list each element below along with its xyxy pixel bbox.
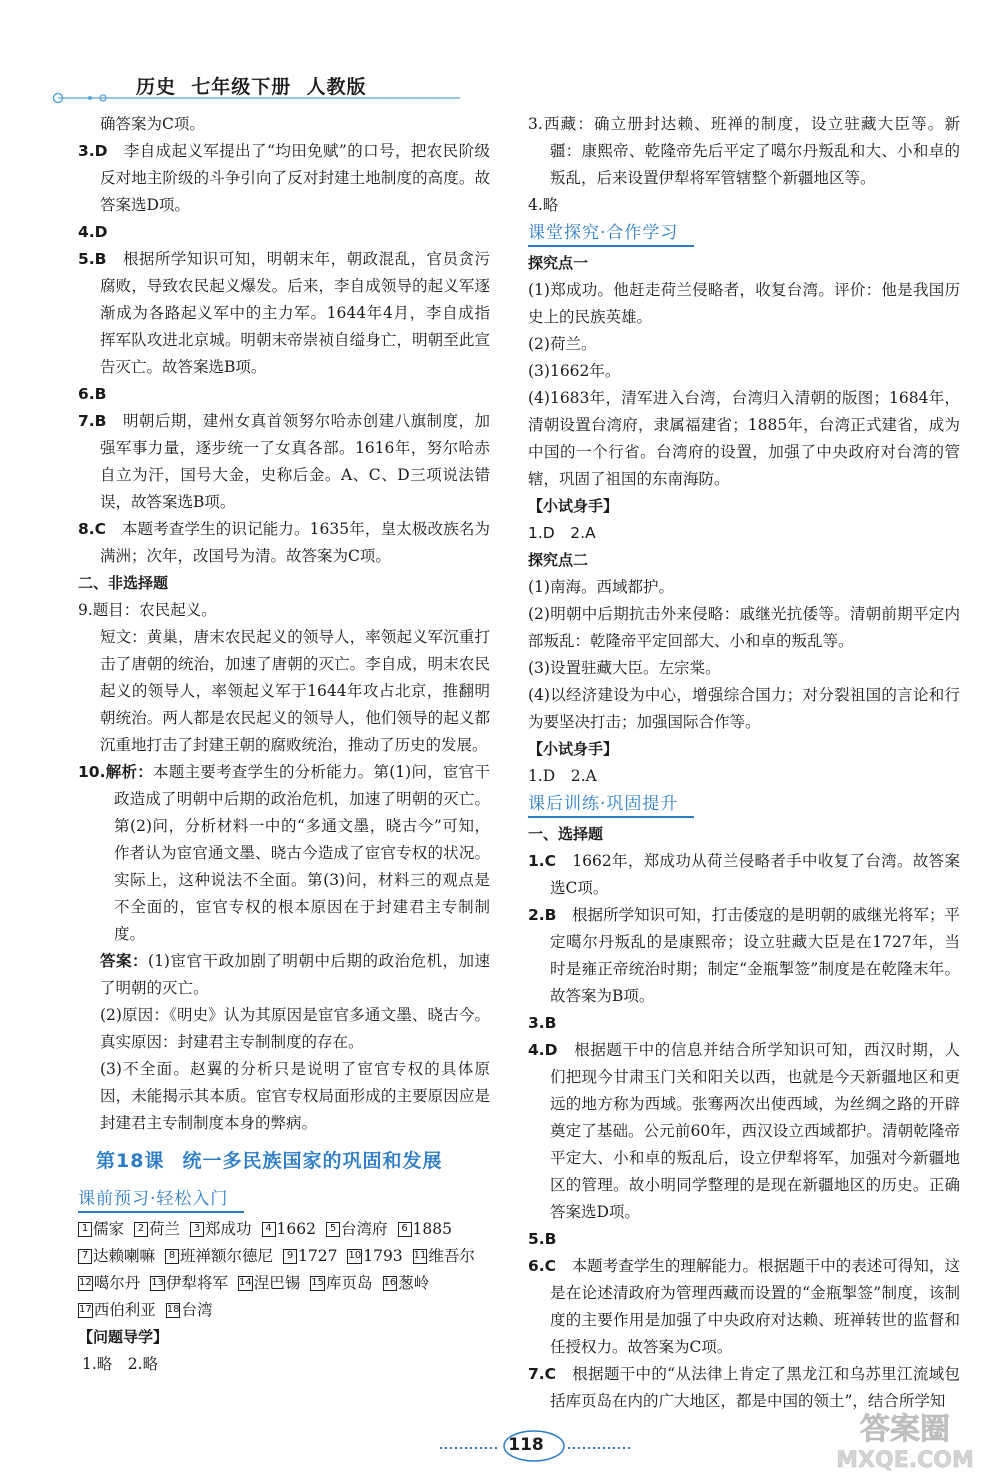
section-banner-explore: 课堂探究·合作学习 [528,221,694,247]
fill-item [150,1270,228,1297]
fill-text: 1793 [363,1247,403,1265]
section-banner-preview: 课前预习·轻松入门 [78,1187,244,1213]
answer-item: 4.D 根据题干中的信息并结合所学知识可知，西汉时期，人们把现今甘肃玉门关和阳关以西，也就是今天新疆地区和更远的地方称为西域。张骞两次出使西域，为丝绸之路的开辟奠定了基础。公元前60年，西汉设立西域都护。清朝乾隆帝平定大、小和卓的叛乱后，设立伊犁将军，加强对今新疆地区的管理。故小明同学整理的是现在新疆地区的历史。正确答案选D项。 [528,1041,960,1221]
fill-number-box: 12 [78,1276,93,1291]
answer-item: 7.B 明朝后期，建州女真首领努尔哈赤创建八旗制度，加强军事力量，逐步统一了女真各部。1616年，努尔哈赤自立为汗，国号大金，史称后金。A、C、D三项说法错误，故答案选B项。 [78,412,490,511]
answer-item: 2.B 根据所学知识可知，打击倭寇的是明朝的戚继光将军；平定噶尔丹叛乱的是康熙帝；设立驻藏大臣是在1727年，当时是雍正帝统治时期；制定“金瓶掣签”制度是在乾隆末年。故答案为B项。 [528,906,960,1005]
fill-text: 台湾 [181,1301,213,1319]
svg-text:MXQE.COM: MXQE.COM [836,1448,974,1473]
fill-row [78,1243,490,1270]
fill-text: 库页岛 [325,1274,373,1292]
answer-text: 1.D 2.A [528,767,597,785]
answer-text: (1)郑成功。他赶走荷兰侵略者，收复台湾。评价：他是我国历史上的民族英雄。 [528,281,960,326]
answer-item: 3.B [528,1014,557,1032]
fill-row [78,1270,490,1297]
fill-in-answers [78,1216,490,1324]
fill-item [78,1243,155,1270]
answer-item: 7.C 根据题干中的“从法律上肯定了黑龙江和乌苏里江流域包括库页岛在内的广大地区，都是中国的领土”，结合所学知 [528,1365,960,1410]
answer-text: (4)1683年，清军进入台湾，台湾归入清朝的版图；1684年，清朝设置台湾府，隶属福建省；1885年，台湾正式建省，成为中国的一个行省。台湾府的设置，加强了中央政府对台湾的管辖，巩固了祖国的东南海防。 [528,389,960,488]
fill-text: 噶尔丹 [93,1274,141,1292]
fill-item [283,1243,337,1270]
fill-number-box: 9 [283,1249,297,1264]
fill-number-box: 6 [398,1222,412,1237]
answer-text: (3)设置驻藏大臣。左宗棠。 [528,659,721,677]
answer-text: 4.略 [528,196,559,214]
svg-text:答案圈: 答案圈 [860,1412,950,1447]
answer-item: 3.D 李自成起义军提出了“均田免赋”的口号，把农民阶级反对地主阶级的斗争引向了反对封建土地制度的高度。故答案选D项。 [78,142,490,214]
left-column [78,111,490,1378]
answer-text: (3)1662年。 [528,362,621,380]
answer-text: (3)不全面。赵翼的分析只是说明了宦官专权的具体原因，未能揭示其本质。宦官专权局面形成的主要原因应是封建君主专制制度本身的弊病。 [100,1060,490,1132]
answer-item: 8.C 本题考查学生的识记能力。1635年，皇太极改族名为满洲；次年，改国号为清。故答案为C项。 [78,520,490,565]
fill-item [165,1243,273,1270]
fill-text: 郑成功 [205,1220,252,1238]
answer-text: 确答案为C项。 [100,115,205,133]
right-column [528,111,960,1415]
fill-item [398,1216,452,1243]
fill-number-box: 11 [413,1249,428,1264]
fill-text: 1885 [412,1220,452,1238]
fill-number-box: 17 [78,1303,93,1318]
fill-text: 1662 [276,1220,316,1238]
page-header-title: 历史 七年级下册 人教版 [136,76,367,98]
fill-row [78,1297,490,1324]
answer-text: 1.略 2.略 [82,1355,159,1373]
answer-item: 10.解析：本题主要考查学生的分析能力。第(1)问，宦官干政造成了明朝中后期的政治危机，加速了明朝的灭亡。第(2)问，分析材料一中的“多通文墨，晓古今”可知，作者认为宦官通文墨、晓古今造成了宦官专权的状况。实际上，这种说法不全面。第(3)问，材料三的观点是不全面的，宦官专权的根本原因在于封建君主专制制度。 [78,763,490,943]
fill-text: 伊犁将军 [165,1274,228,1292]
answer-text: (2)原因：《明史》认为其原因是宦官多通文墨、晓古今。真实原因：封建君主专制制度的存在。 [100,1006,490,1051]
fill-number-box: 13 [150,1276,165,1291]
answer-item: 5.B [528,1230,557,1248]
answer-text: (2)明朝中后期抗击外来侵略：戚继光抗倭等。清朝前期平定内部叛乱：乾隆帝平定回部大、小和卓的叛乱等。 [528,605,960,650]
fill-text: 儒家 [93,1220,125,1238]
answer-item: 4.D [78,223,108,241]
fill-number-box: 15 [310,1276,325,1291]
fill-item [78,1216,124,1243]
fill-number-box: 18 [166,1303,181,1318]
fill-item [134,1216,180,1243]
answer-item: 6.B [78,385,107,403]
fill-item [310,1270,372,1297]
answer-text: (4)以经济建设为中心，增强综合国力；对分裂祖国的言论和行为要坚决打击；加强国际合作等。 [528,686,960,731]
fill-item [262,1216,316,1243]
fill-item [166,1297,213,1324]
fill-text: 维吾尔 [428,1247,475,1265]
subsection-heading: 探究点二 [528,551,589,569]
lesson-title: 第18课 统一多民族国家的巩固和发展 [96,1150,443,1172]
box-heading: 【问题导学】 [78,1328,169,1346]
fill-number-box: 5 [326,1222,340,1237]
watermark-logo [810,1405,990,1475]
answer-text: 9.题目：农民起义。 [78,601,217,619]
section-heading: 二、非选择题 [78,574,169,592]
fill-item [78,1297,156,1324]
fill-number-box: 2 [134,1222,148,1237]
fill-row [78,1216,490,1243]
header-decorative-rule [48,88,468,108]
answer-text: 1.D 2.A [528,524,596,542]
answer-item: 3.西藏：确立册封达赖、班禅的制度，设立驻藏大臣等。新疆：康熙帝、乾隆帝先后平定了噶尔丹叛乱和大、小和卓的叛乱，后来设置伊犁将军管辖整个新疆地区等。 [528,115,960,187]
page-number: 118 [508,1435,544,1455]
fill-text: 台湾府 [341,1220,388,1238]
answer-item: 1.C 1662年，郑成功从荷兰侵略者手中收复了台湾。故答案选C项。 [528,852,960,897]
fill-item [78,1270,140,1297]
box-heading: 【小试身手】 [528,497,619,515]
answer-text: (1)南海。西域都护。 [528,578,674,596]
fill-item [413,1243,475,1270]
subsection-heading: 探究点一 [528,254,589,272]
answer-text: 短文：黄巢，唐末农民起义的领导人，率领起义军沉重打击了唐朝的统治，加速了唐朝的灭亡。李自成，明末农民起义的领导人，率领起义军于1644年攻占北京，推翻明朝统治。两人都是农民起义的领导人，他们领导的起义都沉重地打击了封建王朝的腐败统治，推动了历史的发展。 [100,628,490,754]
fill-text: 达赖喇嘛 [93,1247,156,1265]
fill-text: 1727 [298,1247,338,1265]
answer-item: 5.B 根据所学知识可知，明朝末年，朝政混乱，官员贪污腐败，导致农民起义爆发。后来，李自成领导的起义军逐渐成为各路起义军中的主力军。1644年4月，李自成指挥军队攻进北京城。明朝末帝崇祯自缢身亡，明朝至此宣告灭亡。故答案选B项。 [78,250,490,376]
fill-text: 葱岭 [398,1274,430,1292]
fill-number-box: 16 [383,1276,398,1291]
fill-item [190,1216,252,1243]
answer-item: 6.C 本题考查学生的理解能力。根据题干中的表述可得知，这是在论述清政府为管理西藏而设置的“金瓶掣签”制度，该制度的主要作用是加强了中央政府对达赖、班禅转世的监督和任授权力。故答案为C项。 [528,1257,960,1356]
section-heading: 一、选择题 [528,825,604,843]
fill-item [383,1270,430,1297]
fill-number-box: 1 [78,1222,92,1237]
answer-text: (2)荷兰。 [528,335,597,353]
answer-text: 答案：(1)宦官干政加剧了明朝中后期的政治危机，加速了明朝的灭亡。 [100,952,490,997]
fill-item [326,1216,388,1243]
fill-text: 涅巴锡 [253,1274,301,1292]
fill-number-box: 4 [262,1222,276,1237]
fill-text: 荷兰 [149,1220,181,1238]
fill-item [238,1270,300,1297]
fill-item [347,1243,402,1270]
fill-text: 西伯利亚 [93,1301,156,1319]
fill-number-box: 3 [190,1222,204,1237]
fill-text: 班禅额尔德尼 [180,1247,274,1265]
fill-number-box: 10 [347,1249,362,1264]
box-heading: 【小试身手】 [528,740,619,758]
fill-number-box: 7 [78,1249,92,1264]
fill-number-box: 8 [165,1249,179,1264]
section-banner-after-class: 课后训练·巩固提升 [528,792,694,818]
fill-number-box: 14 [238,1276,253,1291]
